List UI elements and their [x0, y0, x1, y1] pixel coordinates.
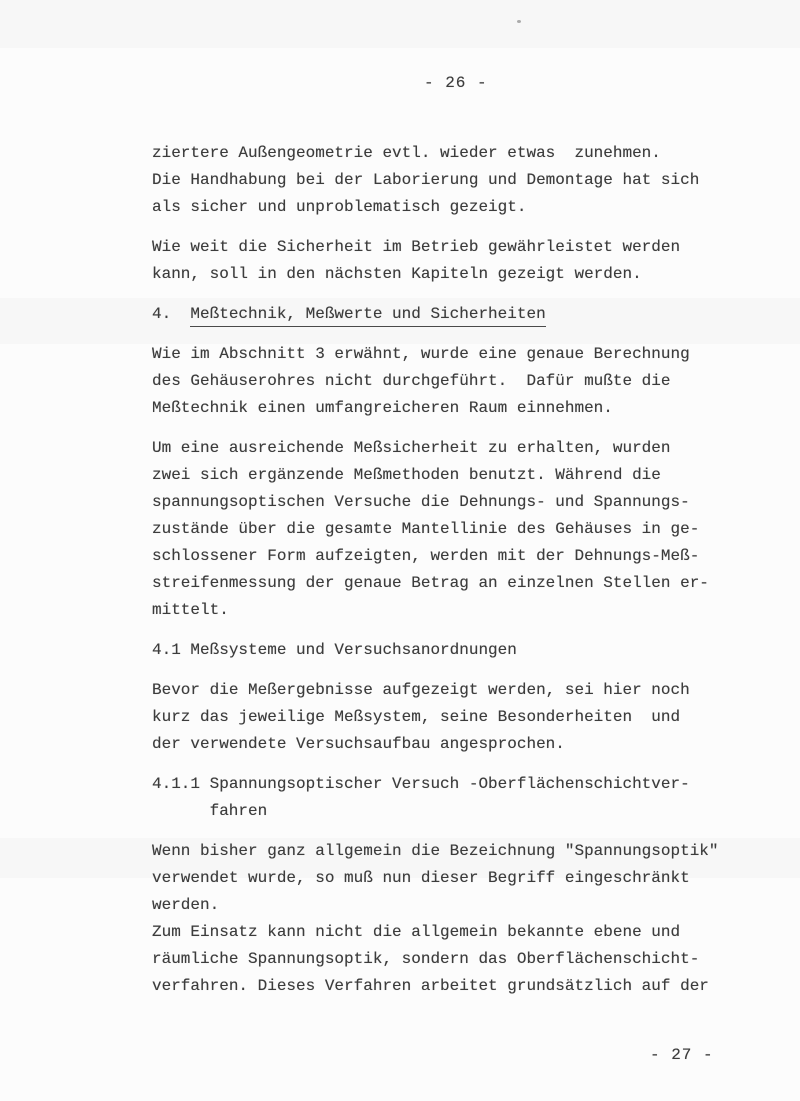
text-line: Um eine ausreichende Meßsicherheit zu erhalten, wurden [152, 439, 671, 457]
paragraph [152, 140, 742, 221]
text-line: mittelt. [152, 601, 229, 619]
text-line: werden. [152, 896, 220, 914]
text-line: zwei sich ergänzende Meßmethoden benutzt. Während die [152, 466, 661, 484]
text-line: Wenn bisher ganz allgemein die Bezeichnung "Spannungsoptik" [152, 842, 719, 860]
paragraph [152, 677, 742, 758]
text-line: Zum Einsatz kann nicht die allgemein bekannte ebene und [152, 923, 681, 941]
text-line: schlossener Form aufzeigten, werden mit der Dehnungs-Meß- [152, 547, 700, 565]
section-heading-4-1 [152, 637, 742, 664]
text-line: ziertere Außengeometrie evtl. wieder etwas zunehmen. [152, 144, 661, 162]
text-line: kann, soll in den nächsten Kapiteln gezeigt werden. [152, 265, 642, 283]
text-line: zustände über die gesamte Mantellinie des Gehäuses in ge- [152, 520, 700, 538]
scan-artifact-band [0, 0, 800, 48]
scan-speck [517, 20, 521, 23]
text-line: kurz das jeweilige Meßsystem, seine Besonderheiten und [152, 708, 681, 726]
section-number: 4. [152, 305, 191, 323]
paragraph [152, 435, 742, 624]
paragraph [152, 838, 742, 1000]
text-line: verfahren. Dieses Verfahren arbeitet grundsätzlich auf der [152, 977, 709, 995]
text-line: Die Handhabung bei der Laborierung und Demontage hat sich [152, 171, 700, 189]
text-line: des Gehäuserohres nicht durchgeführt. Dafür mußte die [152, 372, 671, 390]
section-heading-4 [152, 301, 742, 328]
text-line: als sicher und unproblematisch gezeigt. [152, 198, 527, 216]
text-line: Wie im Abschnitt 3 erwähnt, wurde eine genaue Berechnung [152, 345, 690, 363]
text-line: verwendet wurde, so muß nun dieser Begriff eingeschränkt [152, 869, 690, 887]
paragraph [152, 341, 742, 422]
section-title: 4.1 Meßsysteme und Versuchsanordnungen [152, 641, 517, 659]
paragraph [152, 234, 742, 288]
text-line: streifenmessung der genaue Betrag an einzelnen Stellen er- [152, 574, 709, 592]
page-number-footer: - 27 - [650, 1046, 714, 1064]
section-title: Meßtechnik, Meßwerte und Sicherheiten [190, 305, 545, 327]
text-line: spannungsoptischen Versuche die Dehnungs- und Spannungs- [152, 493, 690, 511]
page-content [152, 140, 742, 1013]
section-heading-4-1-1 [152, 771, 742, 825]
text-line: Wie weit die Sicherheit im Betrieb gewährleistet werden [152, 238, 681, 256]
page-number-header: - 26 - [424, 74, 488, 92]
text-line: der verwendete Versuchsaufbau angesprochen. [152, 735, 565, 753]
text-line: Bevor die Meßergebnisse aufgezeigt werden, sei hier noch [152, 681, 690, 699]
heading-line: 4.1.1 Spannungsoptischer Versuch -Oberflächenschichtver- [152, 775, 690, 793]
text-line: räumliche Spannungsoptik, sondern das Oberflächenschicht- [152, 950, 700, 968]
text-line: Meßtechnik einen umfangreicheren Raum einnehmen. [152, 399, 613, 417]
heading-line-continuation: fahren [209, 802, 268, 820]
